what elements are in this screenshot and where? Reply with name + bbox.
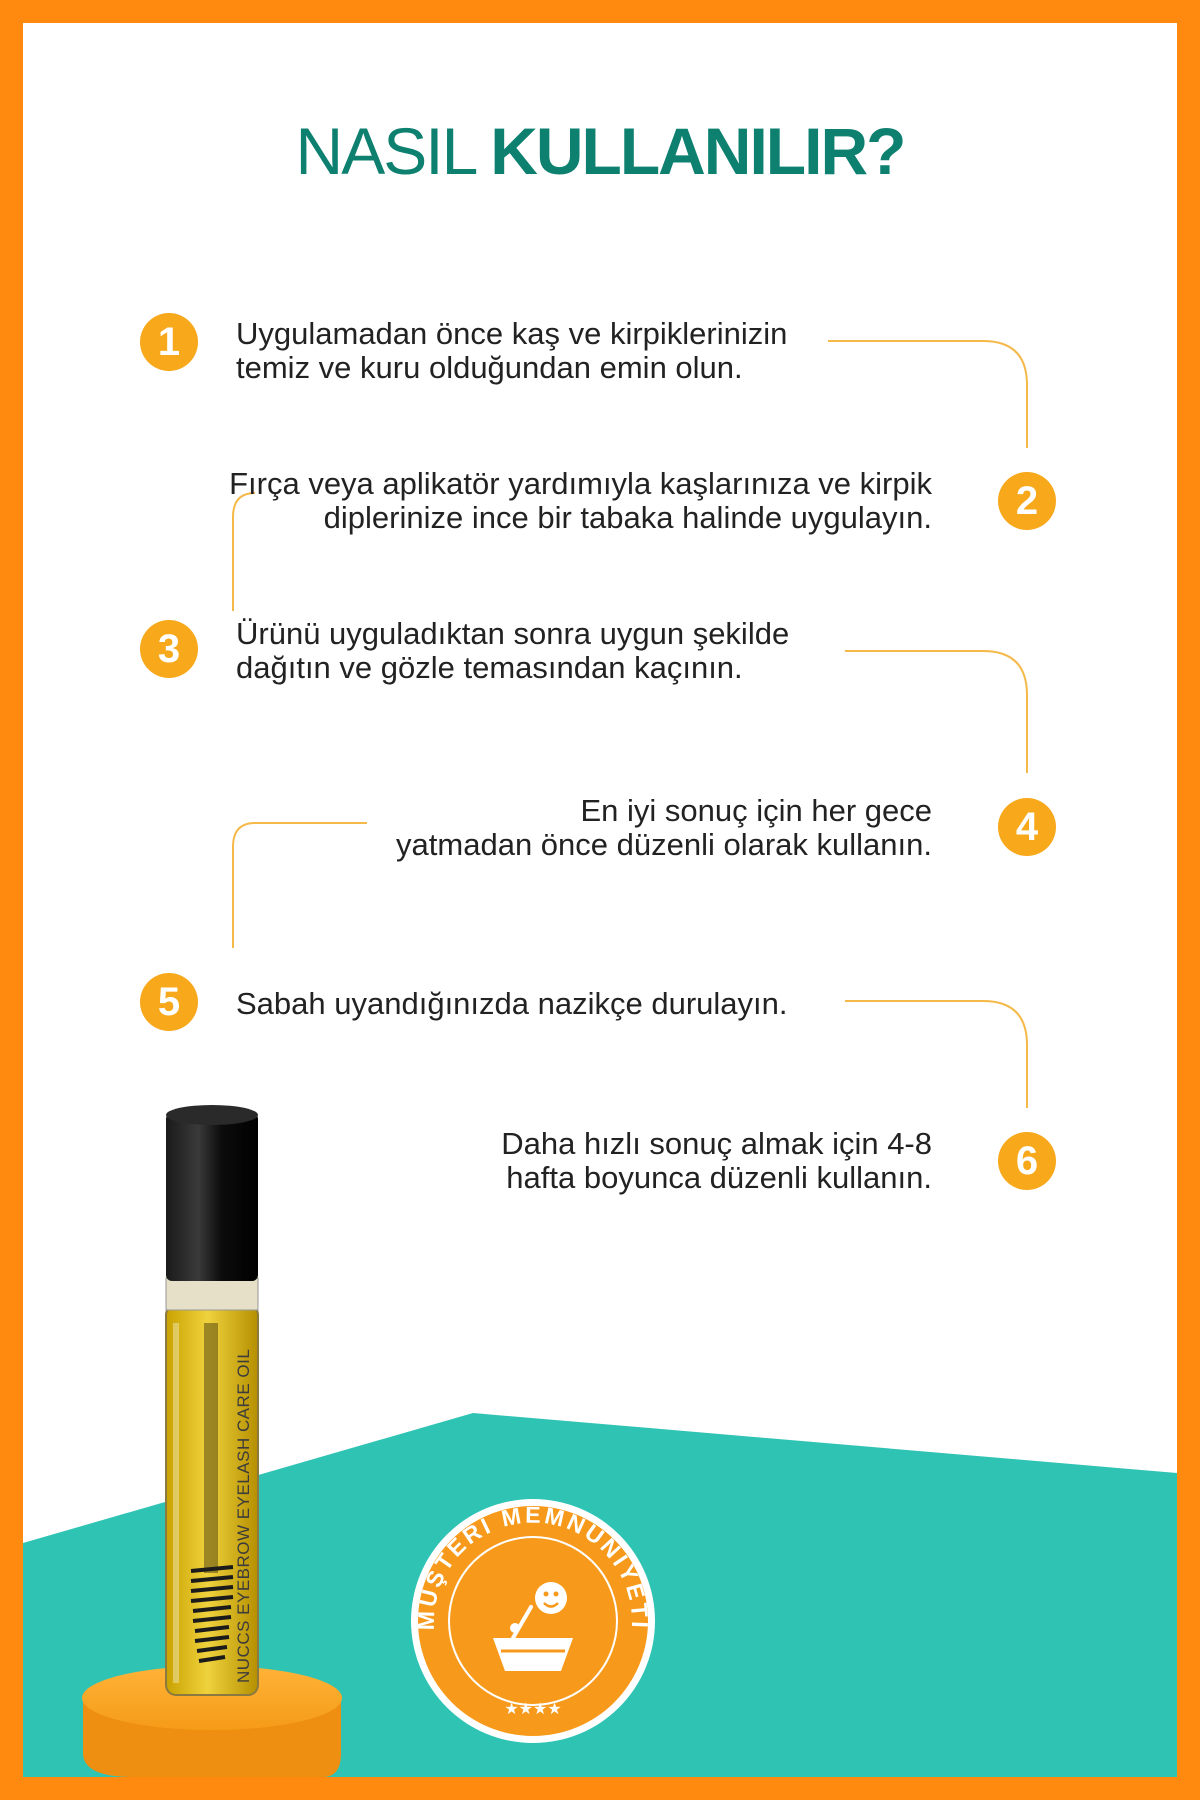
step-3-badge: 3 (140, 620, 198, 678)
step-2-text: Fırça veya aplikatör yardımıyla kaşlarınıza ve kirpik diplerinize ince bir tabaka halinde uygulayın. (229, 466, 932, 535)
seal-text: MÜŞTERİ MEMNUNİYETİ (412, 1501, 654, 1632)
page-title: NASIL KULLANILIR? (295, 114, 905, 188)
step-6-text: Daha hızlı sonuç almak için 4-8 hafta boyunca düzenli kullanın. (501, 1126, 932, 1195)
content-panel (23, 23, 1177, 1777)
double-chevron-right-icon[interactable] (1057, 1629, 1127, 1691)
step-3-text: Ürünü uyguladıktan sonra uygun şekilde dağıtın ve gözle temasından kaçının. (236, 616, 790, 685)
step-6-badge: 6 (998, 1132, 1056, 1190)
step-4-text: En iyi sonuç için her gece yatmadan önce düzenli olarak kullanın. (396, 793, 932, 862)
step-5-text: Sabah uyandığınızda nazikçe durulayın. (236, 986, 788, 1021)
step-2-badge: 2 (998, 472, 1056, 530)
seal-stars: ★★★★ (504, 1699, 562, 1718)
step-1-text: Uygulamadan önce kaş ve kirpiklerinizin temiz ve kuru olduğundan emin olun. (236, 316, 788, 385)
step-4-badge: 4 (998, 798, 1056, 856)
customer-satisfaction-seal (23, 23, 1177, 1777)
product-label-text: NUCCS EYEBROW EYELASH CARE OIL (234, 1348, 253, 1683)
step-1-badge: 1 (140, 313, 198, 371)
step-5-badge: 5 (140, 973, 198, 1031)
